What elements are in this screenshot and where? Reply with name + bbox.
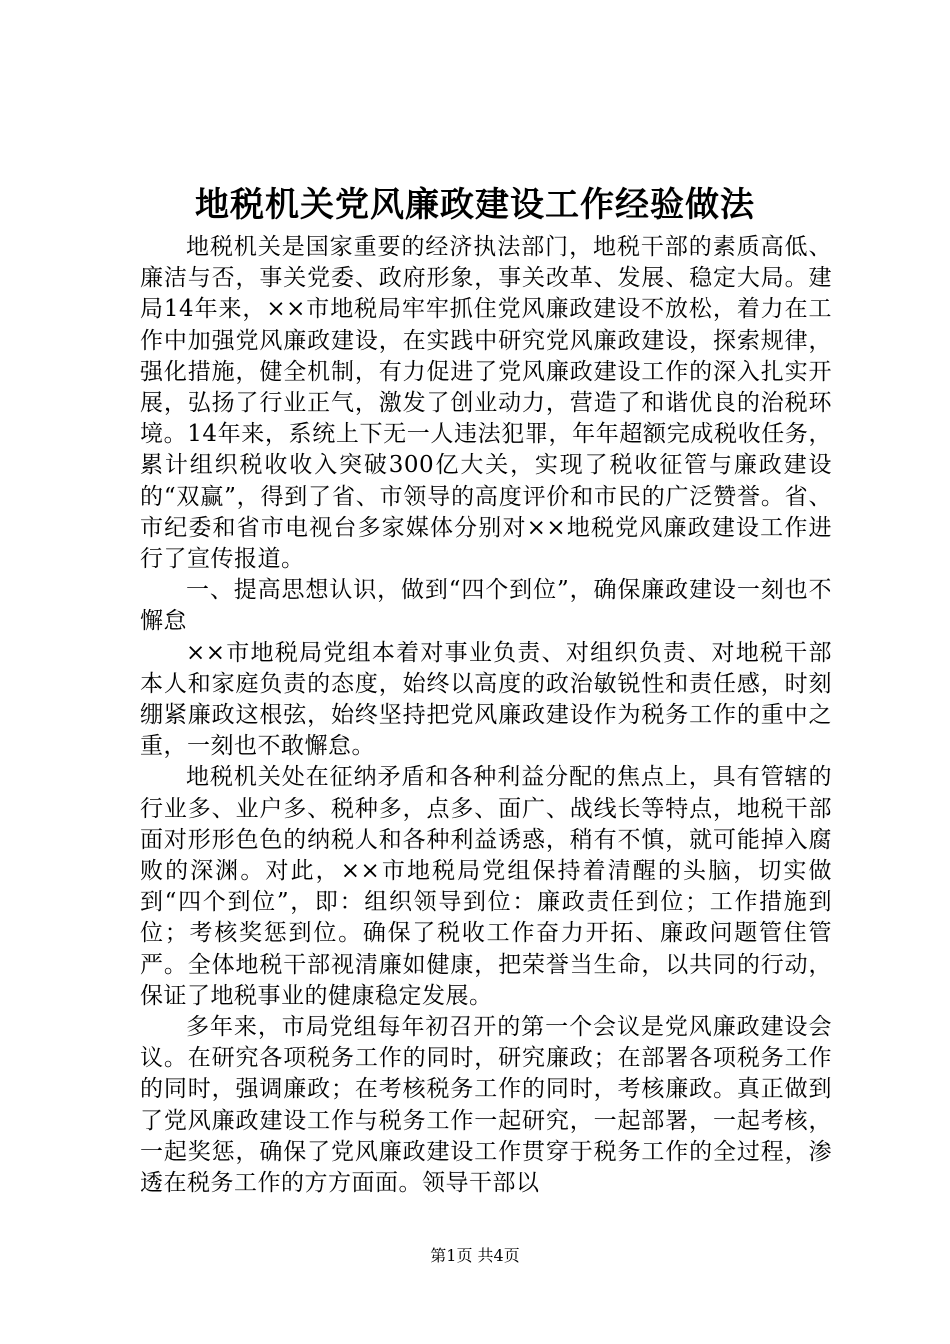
document-title: 地税机关党风廉政建设工作经验做法 bbox=[195, 185, 755, 225]
body-paragraph: 多年来，市局党组每年初召开的第一个会议是党风廉政建设会议。在研究各项税务工作的同时，研究廉政；在部署各项税务工作的同时，强调廉政；在考核税务工作的同时，考核廉政。真正做到了党风廉政建设工作与税务工作一起研究，一起部署，一起考核，一起奖惩，确保了党风廉政建设工作贯穿于税务工作的全过程，渗透在税务工作的方方面面。领导干部以 bbox=[140, 1014, 832, 1197]
body-paragraph-intro: 地税机关是国家重要的经济执法部门，地税干部的素质高低、廉洁与否，事关党委、政府形象，事关改革、发展、稳定大局。建局14年来，××市地税局牢牢抓住党风廉政建设不放松，着力在工作中加强党风廉政建设，在实践中研究党风廉政建设，探索规律，强化措施，健全机制，有力促进了党风廉政建设工作的深入扎实开展，弘扬了行业正气，激发了创业动力，营造了和谐优良的治税环境。14年来，系统上下无一人违法犯罪，年年超额完成税收任务，累计组织税收收入突破300亿大关，实现了税收征管与廉政建设的“双赢”，得到了省、市领导的高度评价和市民的广泛赞誉。省、市纪委和省市电视台多家媒体分别对××地税党风廉政建设工作进行了宣传报道。 bbox=[140, 234, 832, 573]
document-body bbox=[140, 232, 832, 1199]
body-paragraph: 地税机关处在征纳矛盾和各种利益分配的焦点上，具有管辖的行业多、业户多、税种多，点多、面广、战线长等特点，地税干部面对形形色色的纳税人和各种利益诱惑，稍有不慎，就可能掉入腐败的深渊。对此，××市地税局党组保持着清醒的头脑，切实做到“四个到位”，即：组织领导到位：廉政责任到位；工作措施到位；考核奖惩到位。确保了税收工作奋力开拓、廉政问题管住管严。全体地税干部视清廉如健康，把荣誉当生命，以共同的行动，保证了地税事业的健康稳定发展。 bbox=[140, 764, 832, 1009]
section-heading-1: 一、提高思想认识，做到“四个到位”，确保廉政建设一刻也不懈怠 bbox=[140, 577, 832, 635]
page-number-footer: 第1页 共4页 bbox=[430, 1246, 520, 1265]
body-paragraph: ××市地税局党组本着对事业负责、对组织负责、对地税干部本人和家庭负责的态度，始终以高度的政治敏锐性和责任感，时刻绷紧廉政这根弦，始终坚持把党风廉政建设作为税务工作的重中之重，一刻也不敢懈怠。 bbox=[140, 639, 832, 760]
